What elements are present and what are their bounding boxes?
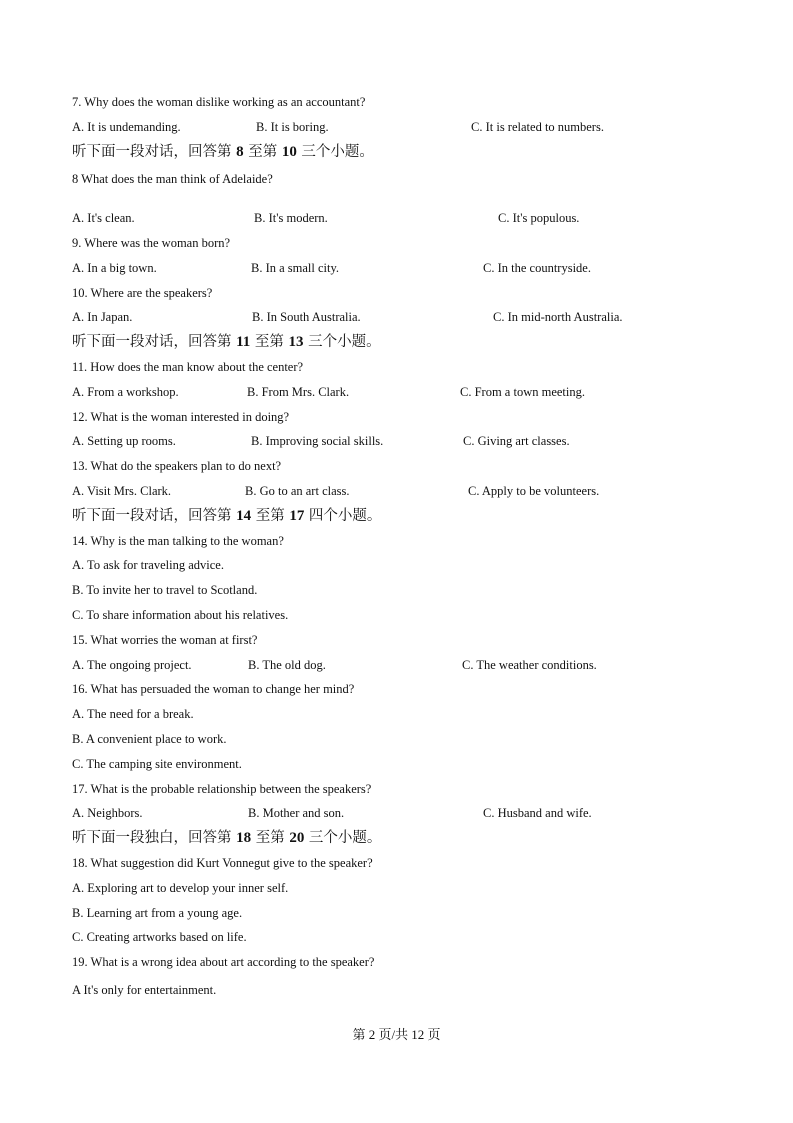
section-text: 至第: [251, 508, 290, 524]
section-heading-18-20: [72, 829, 381, 847]
section-text: 听下面一段对话，回答第: [72, 508, 237, 524]
question-12-option-a: A. Setting up rooms.: [72, 434, 176, 448]
question-7-option-a: A. It is undemanding.: [72, 120, 181, 134]
section-heading-14-17: [72, 507, 381, 525]
question-16-option-a: A. The need for a break.: [72, 707, 194, 721]
question-16-text: 16. What has persuaded the woman to change her mind?: [72, 682, 355, 696]
question-8-text: 8 What does the man think of Adelaide?: [72, 172, 273, 186]
section-text: 四个小题。: [304, 508, 382, 524]
section-text: 至第: [251, 830, 290, 846]
section-text: 听下面一段独白，回答第: [72, 830, 237, 846]
question-14-text: 14. Why is the man talking to the woman?: [72, 534, 284, 548]
question-12-option-b: B. Improving social skills.: [251, 434, 384, 448]
section-text: 至第: [243, 144, 282, 160]
question-13-option-b: B. Go to an art class.: [245, 484, 350, 498]
question-15-option-c: C. The weather conditions.: [462, 658, 597, 672]
question-11-option-b: B. From Mrs. Clark.: [247, 385, 350, 399]
section-text: 三个小题。: [303, 334, 381, 350]
question-16-option-c: C. The camping site environment.: [72, 757, 242, 771]
question-15-option-b: B. The old dog.: [248, 658, 326, 672]
section-number: 13: [288, 334, 304, 350]
section-number: 18: [236, 830, 252, 846]
question-10-text: 10. Where are the speakers?: [72, 286, 213, 300]
section-heading-8-10: [72, 143, 374, 161]
section-number: 8: [236, 144, 244, 160]
section-text: 听下面一段对话，回答第: [72, 334, 237, 350]
question-10-option-b: B. In South Australia.: [252, 310, 361, 324]
question-17-option-b: B. Mother and son.: [248, 806, 345, 820]
question-15-text: 15. What worries the woman at first?: [72, 633, 258, 647]
question-11-option-c: C. From a town meeting.: [460, 385, 585, 399]
question-10-option-a: A. In Japan.: [72, 310, 133, 324]
question-13-option-a: A. Visit Mrs. Clark.: [72, 484, 172, 498]
question-8-option-a: A. It's clean.: [72, 211, 135, 225]
section-text: 三个小题。: [296, 144, 374, 160]
question-13-option-c: C. Apply to be volunteers.: [468, 484, 600, 498]
question-12-option-c: C. Giving art classes.: [463, 434, 570, 448]
question-7-option-b: B. It is boring.: [256, 120, 329, 134]
section-number: 11: [236, 334, 251, 350]
section-number: 17: [289, 508, 305, 524]
question-15-option-a: A. The ongoing project.: [72, 658, 192, 672]
question-19-text: 19. What is a wrong idea about art according to the speaker?: [72, 955, 375, 969]
question-14-option-b: B. To invite her to travel to Scotland.: [72, 583, 258, 597]
section-text: 三个小题。: [304, 830, 382, 846]
question-14-option-c: C. To share information about his relatives.: [72, 608, 289, 622]
question-9-option-b: B. In a small city.: [251, 261, 340, 275]
question-11-text: 11. How does the man know about the center?: [72, 360, 304, 374]
question-8-option-c: C. It's populous.: [498, 211, 580, 225]
question-13-text: 13. What do the speakers plan to do next?: [72, 459, 282, 473]
question-9-option-a: A. In a big town.: [72, 261, 157, 275]
question-17-option-c: C. Husband and wife.: [483, 806, 592, 820]
question-18-text: 18. What suggestion did Kurt Vonnegut give to the speaker?: [72, 856, 373, 870]
question-17-text: 17. What is the probable relationship between the speakers?: [72, 782, 372, 796]
question-18-option-b: B. Learning art from a young age.: [72, 906, 243, 920]
question-11-option-a: A. From a workshop.: [72, 385, 179, 399]
question-9-text: 9. Where was the woman born?: [72, 236, 231, 250]
question-14-option-a: A. To ask for traveling advice.: [72, 558, 224, 572]
section-number: 20: [289, 830, 305, 846]
question-8-option-b: B. It's modern.: [254, 211, 328, 225]
question-10-option-c: C. In mid-north Australia.: [493, 310, 623, 324]
section-number: 14: [236, 508, 252, 524]
page-footer: 第 2 页/共 12 页: [352, 1027, 441, 1042]
section-heading-11-13: [72, 333, 381, 351]
question-18-option-a: A. Exploring art to develop your inner self.: [72, 881, 289, 895]
question-9-option-c: C. In the countryside.: [483, 261, 591, 275]
question-16-option-b: B. A convenient place to work.: [72, 732, 227, 746]
question-17-option-a: A. Neighbors.: [72, 806, 143, 820]
question-19-option-a: A It's only for entertainment.: [72, 983, 217, 997]
question-7-text: 7. Why does the woman dislike working as an accountant?: [72, 95, 366, 109]
question-12-text: 12. What is the woman interested in doing?: [72, 410, 290, 424]
section-number: 10: [281, 144, 297, 160]
question-18-option-c: C. Creating artworks based on life.: [72, 930, 247, 944]
question-7-option-c: C. It is related to numbers.: [471, 120, 604, 134]
section-text: 至第: [250, 334, 289, 350]
section-text: 听下面一段对话，回答第: [72, 144, 237, 160]
